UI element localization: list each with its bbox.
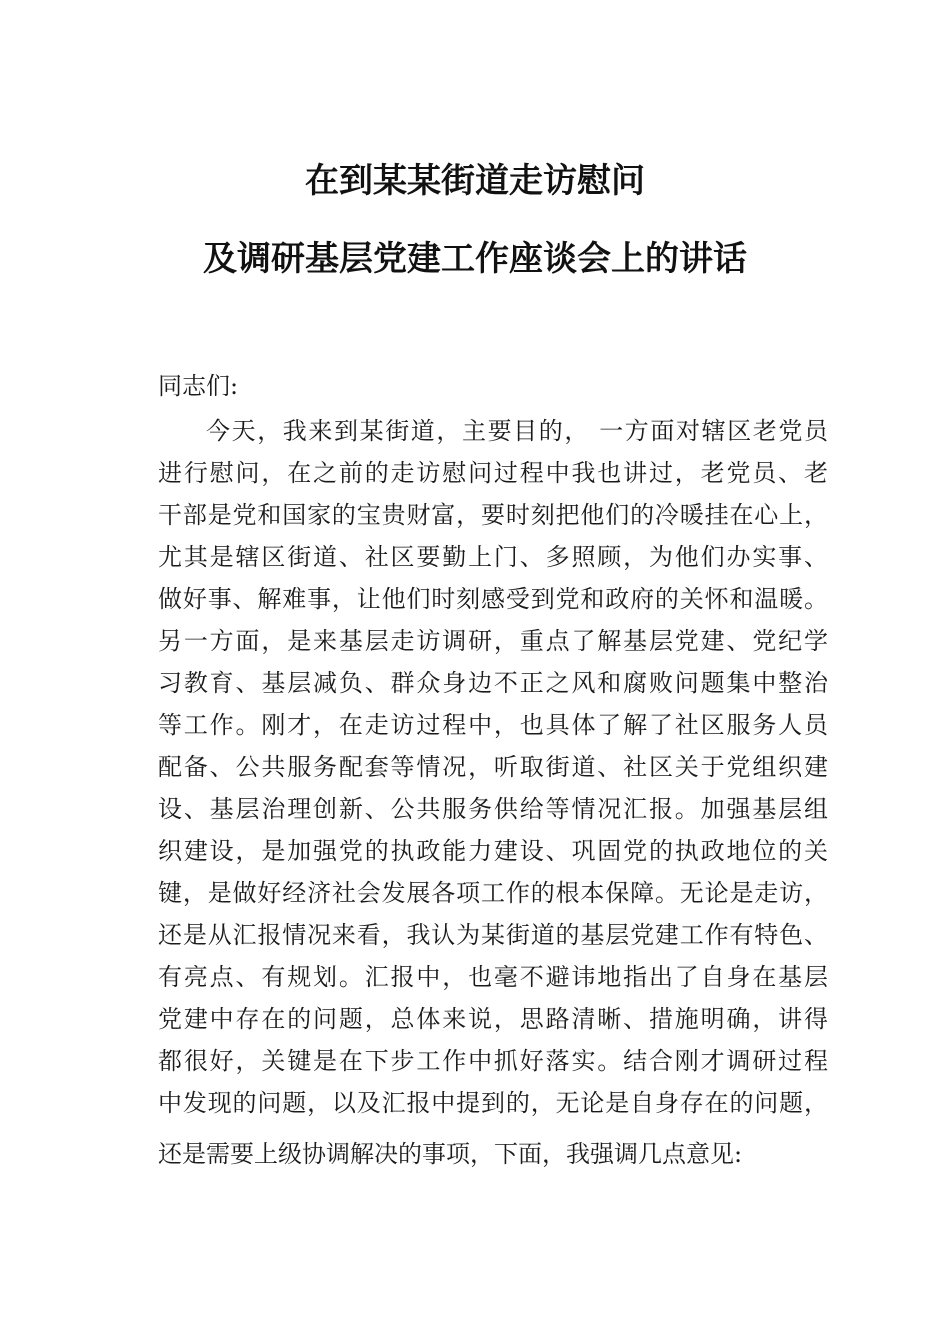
paragraph-line: 配备、公共服务配套等情况，听取街道、社区关于党组织建 [158, 753, 828, 781]
paragraph-line: 键，是做好经济社会发展各项工作的根本保障。无论是走访， [158, 879, 828, 907]
document-title-line-2: 及调研基层党建工作座谈会上的讲话 [203, 239, 747, 279]
paragraph-line: 还是需要上级协调解决的事项，下面，我强调几点意见: [158, 1140, 743, 1168]
paragraph-line: 都很好，关键是在下步工作中抓好落实。结合刚才调研过程 [158, 1047, 828, 1075]
paragraph-line: 等工作。刚才，在走访过程中，也具体了解了社区服务人员 [158, 711, 828, 739]
paragraph-line: 织建设，是加强党的执政能力建设、巩固党的执政地位的关 [158, 837, 828, 865]
paragraph-line: 中发现的问题，以及汇报中提到的，无论是自身存在的问题， [158, 1089, 828, 1117]
paragraph-line: 进行慰问，在之前的走访慰问过程中我也讲过，老党员、老 [158, 459, 828, 487]
paragraph-line: 有亮点、有规划。汇报中，也毫不避讳地指出了自身在基层 [158, 963, 828, 991]
paragraph-line: 还是从汇报情况来看，我认为某街道的基层党建工作有特色、 [158, 921, 828, 949]
paragraph-line: 尤其是辖区街道、社区要勤上门、多照顾，为他们办实事、 [158, 543, 828, 571]
paragraph-line: 今天，我来到某街道，主要目的， 一方面对辖区老党员 [206, 417, 828, 445]
body-paragraph [158, 410, 828, 1175]
paragraph-line: 设、基层治理创新、公共服务供给等情况汇报。加强基层组 [158, 795, 828, 823]
paragraph-line: 干部是党和国家的宝贵财富，要时刻把他们的冷暖挂在心上， [158, 501, 828, 529]
paragraph-line: 另一方面，是来基层走访调研，重点了解基层党建、党纪学 [158, 627, 828, 655]
document-title-line-1: 在到某某街道走访慰问 [305, 161, 645, 201]
paragraph-line: 做好事、解难事，让他们时刻感受到党和政府的关怀和温暖。 [158, 585, 828, 613]
paragraph-line: 党建中存在的问题，总体来说，思路清晰、措施明确，讲得 [158, 1005, 828, 1033]
paragraph-line: 习教育、基层减负、群众身边不正之风和腐败问题集中整治 [158, 669, 828, 697]
salutation: 同志们: [158, 372, 239, 400]
